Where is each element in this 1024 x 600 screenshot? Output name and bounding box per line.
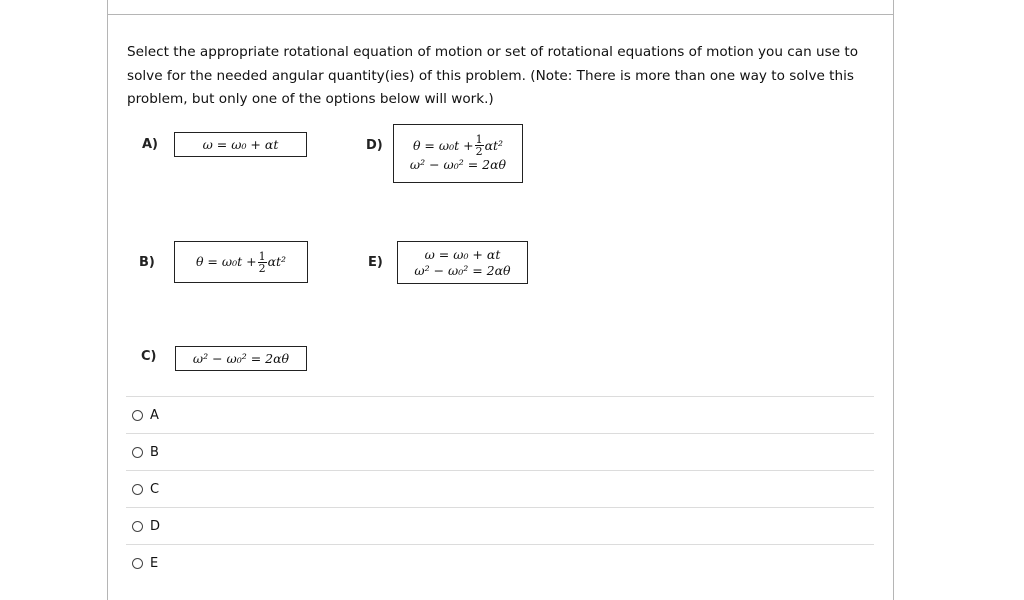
equation-label-d: D) <box>366 138 383 153</box>
radio-c[interactable] <box>132 484 143 495</box>
equation-label-c: C) <box>141 349 157 364</box>
equation-e-line2: ω² − ω₀² = 2αθ <box>414 262 511 278</box>
option-e[interactable] <box>126 544 874 581</box>
radio-d[interactable] <box>132 521 143 532</box>
question-card <box>107 0 894 600</box>
option-c[interactable] <box>126 470 874 507</box>
equation-b-pre: θ = ω₀t + <box>195 254 257 269</box>
option-a-label: A <box>150 407 159 423</box>
equation-label-e: E) <box>368 255 383 270</box>
option-d-label: D <box>150 518 161 534</box>
radio-a[interactable] <box>132 410 143 421</box>
option-c-label: C <box>150 481 160 497</box>
option-d[interactable] <box>126 507 874 544</box>
equation-b-fraction <box>258 251 267 274</box>
equation-b-numerator: 1 <box>258 249 266 263</box>
equation-a-line1: ω = ω₀ + αt <box>202 136 279 152</box>
equation-e-line1: ω = ω₀ + αt <box>424 246 501 262</box>
equation-d-denominator: 2 <box>475 145 483 158</box>
option-a[interactable] <box>126 396 874 433</box>
equation-box-a <box>174 132 307 157</box>
equation-box-b <box>174 241 308 283</box>
equation-d-pre: θ = ω₀t + <box>412 137 474 153</box>
equation-b-post: αt² <box>267 254 287 269</box>
option-b-label: B <box>150 444 159 460</box>
equation-box-d <box>393 124 523 183</box>
answer-options <box>126 396 874 581</box>
equation-box-c <box>175 346 307 371</box>
question-text: Select the appropriate rotational equation of motion or set of rotational equations of motion you can use to solve for the needed angular quantity(ies) of this problem. (Note: There is more than one way to solve this problem, but only one of the options below will work.) <box>127 44 859 107</box>
equation-d-line2: ω² − ω₀² = 2αθ <box>409 157 507 172</box>
equation-d-numerator: 1 <box>475 133 483 146</box>
radio-b[interactable] <box>132 447 143 458</box>
equation-d-fraction <box>475 134 484 157</box>
option-b[interactable] <box>126 433 874 470</box>
equation-label-a: A) <box>142 137 159 152</box>
radio-e[interactable] <box>132 558 143 569</box>
equation-box-e <box>397 241 528 284</box>
equation-d-post: αt² <box>484 137 504 153</box>
equation-label-b: B) <box>139 255 155 270</box>
card-top-bar <box>108 0 893 15</box>
option-e-label: E <box>150 555 159 571</box>
equation-c-line1: ω² − ω₀² = 2αθ <box>192 350 290 366</box>
equation-b-denominator: 2 <box>258 261 266 275</box>
